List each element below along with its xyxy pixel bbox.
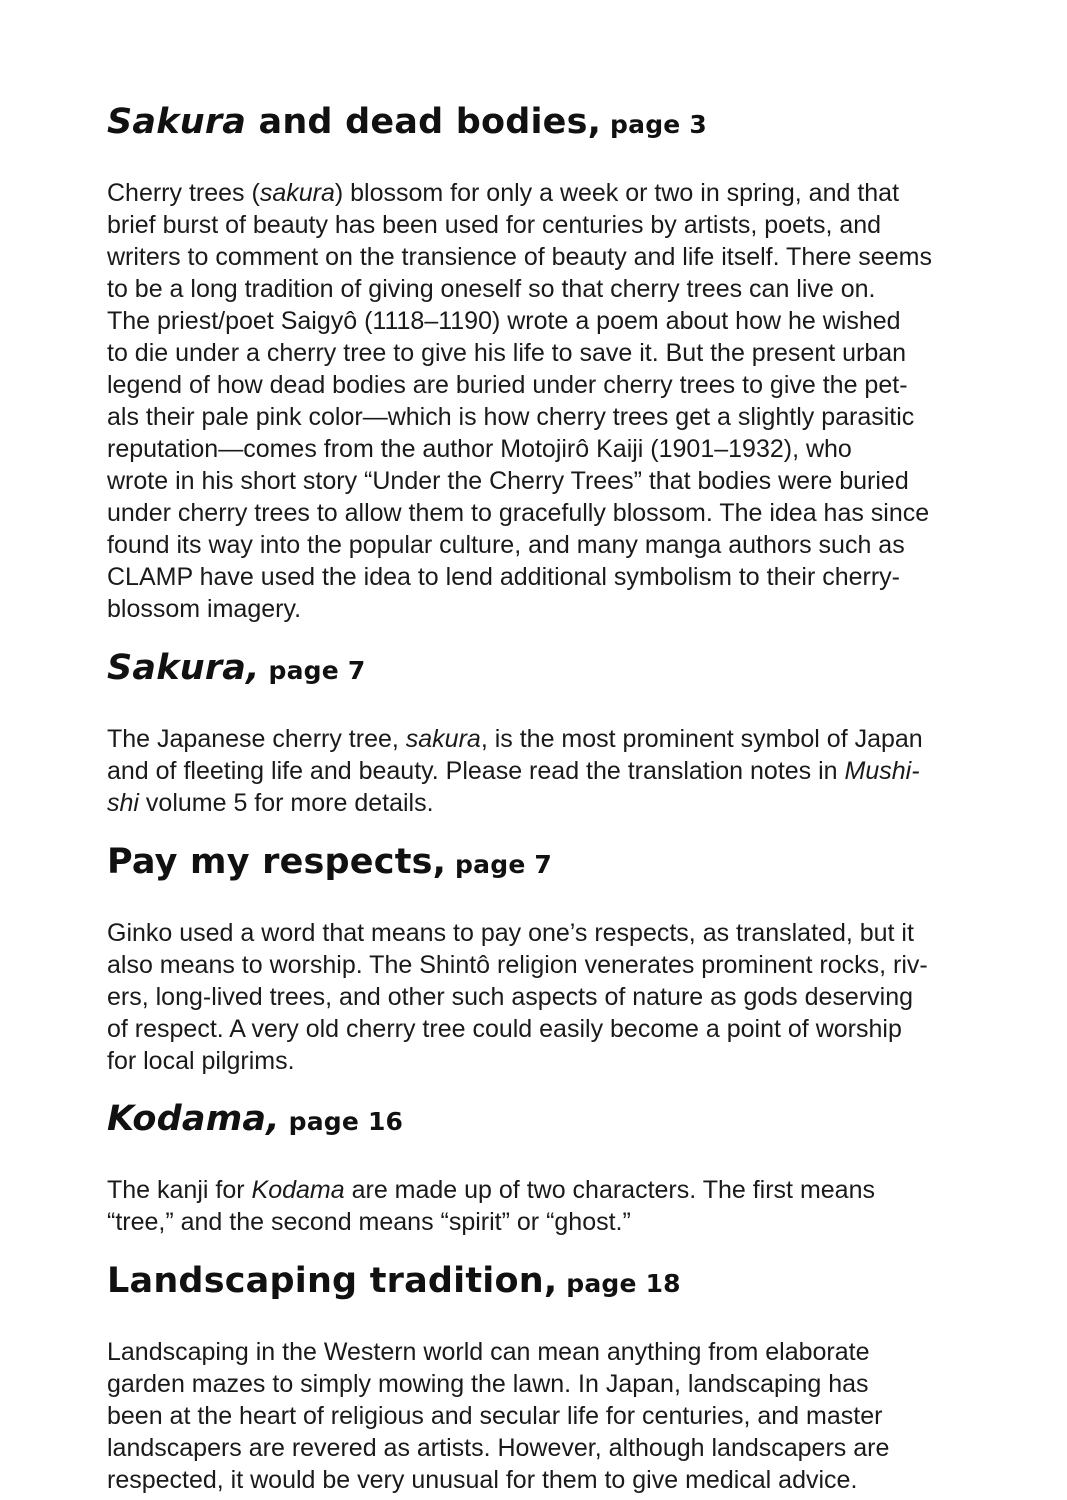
heading-page-ref: page 16 [279, 1107, 404, 1136]
body-line: reputation—comes from the author Motojirô Kaiji (1901–1932), who [107, 435, 852, 463]
note-heading [107, 1257, 967, 1308]
note-entry-sakura [107, 644, 967, 819]
body-line: Cherry trees (sakura) blossom for only a week or two in spring, and that [107, 179, 900, 207]
body-line: CLAMP have used the idea to lend additional symbolism to their cherry- [107, 563, 901, 591]
body-line: been at the heart of religious and secular life for centuries, and master [107, 1402, 883, 1430]
body-line: also means to worship. The Shintô religion venerates prominent rocks, riv- [107, 951, 928, 979]
note-entry-sakura-dead-bodies [107, 98, 967, 625]
heading-text: Pay my respects, [107, 842, 447, 882]
note-body [107, 177, 967, 625]
note-heading [107, 98, 967, 149]
body-line: writers to comment on the transience of beauty and life itself. There seems [107, 243, 932, 271]
body-line: for local pilgrims. [107, 1047, 295, 1075]
heading-page-ref: page 3 [601, 110, 707, 139]
body-line: legend of how dead bodies are buried under cherry trees to give the pet- [107, 371, 908, 399]
italic-term: Kodama [251, 1176, 345, 1204]
heading-text: Landscaping tradition, [107, 1261, 558, 1301]
body-line: “tree,” and the second means “spirit” or “ghost.” [107, 1208, 631, 1236]
note-entry-kodama [107, 1095, 967, 1238]
note-entry-landscaping-tradition [107, 1257, 967, 1496]
body-line: under cherry trees to allow them to gracefully blossom. The idea has since [107, 499, 930, 527]
body-line: to die under a cherry tree to give his life to save it. But the present urban [107, 339, 907, 367]
body-line: and of fleeting life and beauty. Please read the translation notes in Mushi- [107, 757, 920, 785]
heading-page-ref: page 18 [557, 1269, 681, 1298]
body-line: to be a long tradition of giving oneself so that cherry trees can live on. [107, 275, 876, 303]
heading-italic: Sakura [107, 102, 247, 142]
heading-text: and dead bodies, [246, 102, 602, 142]
note-heading [107, 1095, 967, 1146]
note-entry-pay-my-respects [107, 838, 967, 1077]
body-line: garden mazes to simply mowing the lawn. In Japan, landscaping has [107, 1370, 869, 1398]
body-line: landscapers are revered as artists. However, although landscapers are [107, 1434, 890, 1462]
body-line: Landscaping in the Western world can mean anything from elaborate [107, 1338, 870, 1366]
body-line: shi volume 5 for more details. [107, 789, 434, 817]
note-heading [107, 838, 967, 889]
body-line: brief burst of beauty has been used for centuries by artists, poets, and [107, 211, 882, 239]
italic-term: sakura [259, 179, 335, 207]
body-line: found its way into the popular culture, and many manga authors such as [107, 531, 905, 559]
heading-page-ref: page 7 [259, 656, 366, 685]
note-heading [107, 644, 967, 695]
heading-italic: Sakura, [107, 648, 260, 688]
body-line: The priest/poet Saigyô (1118–1190) wrote a poem about how he wished [107, 307, 901, 335]
body-line: The Japanese cherry tree, sakura, is the most prominent symbol of Japan [107, 725, 923, 753]
body-line: Ginko used a word that means to pay one’s respects, as translated, but it [107, 919, 914, 947]
note-body [107, 1174, 967, 1238]
heading-page-ref: page 7 [446, 850, 552, 879]
body-line: blossom imagery. [107, 595, 302, 623]
note-body [107, 1336, 967, 1496]
body-line: wrote in his short story “Under the Cherry Trees” that bodies were buried [107, 467, 909, 495]
italic-term: Mushi- [844, 757, 920, 785]
note-body [107, 917, 967, 1077]
body-line: als their pale pink color—which is how cherry trees get a slightly parasitic [107, 403, 915, 431]
body-line: ers, long-lived trees, and other such aspects of nature as gods deserving [107, 983, 914, 1011]
body-line: The kanji for Kodama are made up of two characters. The first means [107, 1176, 875, 1204]
body-line: respected, it would be very unusual for them to give medical advice. [107, 1466, 858, 1494]
heading-italic: Kodama, [107, 1099, 280, 1139]
body-line: of respect. A very old cherry tree could easily become a point of worship [107, 1015, 902, 1043]
note-body [107, 723, 967, 819]
italic-term: sakura [405, 725, 481, 753]
italic-term: shi [107, 789, 139, 817]
